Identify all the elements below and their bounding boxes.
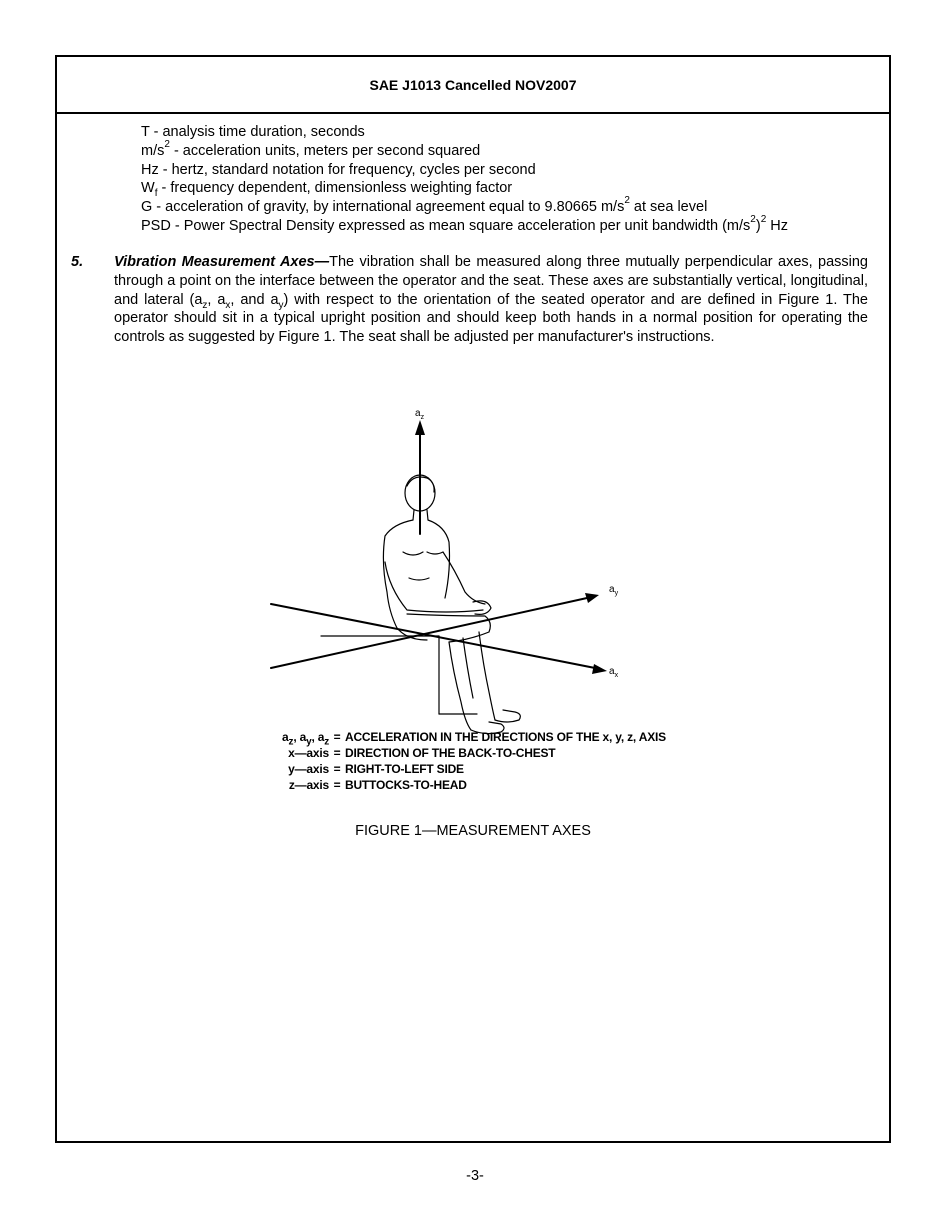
definition-psd: PSD - Power Spectral Density expressed as mean square acceleration per unit bandwidth $(m/s^2)^2$ Hz <box>141 214 789 234</box>
page-number: -3- <box>466 1168 484 1184</box>
definition-hz: Hz - hertz, standard notation for frequency, cycles per second <box>141 161 536 178</box>
legend-row: x—axis = DIRECTION OF THE BACK-TO-CHEST <box>288 746 556 760</box>
document-title: SAE J1013 Cancelled NOV2007 <box>369 76 577 93</box>
section-number: 5. <box>71 254 84 270</box>
ax-label: $a_x$ <box>609 666 619 679</box>
figure-caption: FIGURE 1—MEASUREMENT AXES <box>355 823 591 839</box>
y-axis-arrowhead <box>585 593 599 603</box>
z-axis-arrowhead <box>415 420 425 435</box>
section-body: Vibration Measurement Axes—The vibration shall be measured along three mutually perpendicular axes, passing through a point on the interface between the operator and the seat. These axes are substantially vertical, longitudinal, and lateral ($a_z$, $a_x$, and $a_y$) with respect to the orientation of the seated operator and are defined in Figure 1. The operator should sit in a typical upright position and should keep both hands in a normal position for operating the controls as suggested by Figure 1. The seat shall be adjusted per manufacturer's instructions. <box>114 254 869 346</box>
seated-operator-figure <box>383 475 520 734</box>
definition-wf: $W_f$ - frequency dependent, dimensionless weighting factor <box>141 180 513 200</box>
definition-g: G - acceleration of gravity, by international agreement equal to 9.80665 $m/s^2$ at sea level <box>141 195 708 216</box>
measurement-axes-figure <box>257 402 717 752</box>
legend-row: z—axis = BUTTOCKS-TO-HEAD <box>288 778 467 792</box>
definitions-list <box>141 123 788 236</box>
legend-row: y—axis = RIGHT-TO-LEFT SIDE <box>288 762 464 776</box>
page-frame <box>55 55 891 1143</box>
definition-t: T - analysis time duration, seconds <box>141 124 365 140</box>
az-label: $a_z$ <box>415 408 425 421</box>
legend-row: $a_z$, $a_y$, $a_z$ = ACCELERATION IN THE DIRECTIONS OF THE x, y, z, AXIS <box>282 730 666 748</box>
section-title: Vibration Measurement Axes— <box>114 254 330 270</box>
x-axis-arrowhead <box>592 664 607 674</box>
ay-label: $a_y$ <box>609 584 619 597</box>
section-5 <box>71 253 868 347</box>
definition-ms2: $m/s^2$ - acceleration units, meters per second squared <box>141 138 481 159</box>
seat-outline <box>321 636 477 714</box>
document-header <box>57 57 889 114</box>
figure-legend <box>257 729 666 793</box>
